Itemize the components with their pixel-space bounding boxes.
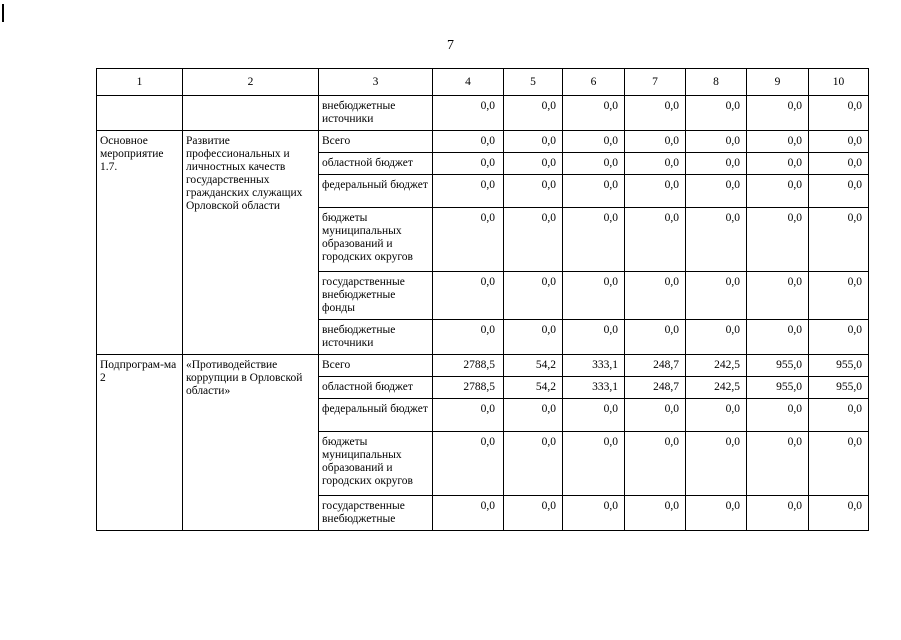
value-cell: 0,0 [686, 131, 747, 153]
value-cell: 0,0 [504, 153, 563, 175]
value-cell: 0,0 [504, 320, 563, 355]
value-cell: 0,0 [809, 208, 869, 272]
funding-source-cell: Всего [319, 355, 433, 377]
value-cell: 955,0 [809, 355, 869, 377]
value-cell: 0,0 [686, 96, 747, 131]
header-cell: 9 [747, 69, 809, 96]
table-row [97, 131, 869, 153]
value-cell: 0,0 [809, 175, 869, 208]
value-cell: 0,0 [433, 153, 504, 175]
value-cell: 0,0 [625, 496, 686, 531]
value-cell: 0,0 [504, 272, 563, 320]
value-cell: 0,0 [433, 131, 504, 153]
value-cell: 0,0 [563, 496, 625, 531]
header-cell: 1 [97, 69, 183, 96]
value-cell: 0,0 [504, 496, 563, 531]
value-cell: 0,0 [809, 320, 869, 355]
value-cell: 248,7 [625, 355, 686, 377]
activity-cell [97, 96, 183, 131]
value-cell: 54,2 [504, 377, 563, 399]
activity-cell: Основное мероприятие 1.7. [97, 131, 183, 355]
value-cell: 0,0 [433, 432, 504, 496]
header-cell: 6 [563, 69, 625, 96]
header-row [97, 69, 869, 96]
value-cell: 0,0 [686, 399, 747, 432]
value-cell: 242,5 [686, 377, 747, 399]
value-cell: 0,0 [625, 432, 686, 496]
funding-source-cell: федеральный бюджет [319, 399, 433, 432]
funding-source-cell: областной бюджет [319, 153, 433, 175]
value-cell: 955,0 [809, 377, 869, 399]
value-cell: 0,0 [686, 153, 747, 175]
value-cell: 0,0 [563, 399, 625, 432]
header-cell: 2 [183, 69, 319, 96]
value-cell: 0,0 [747, 272, 809, 320]
header-cell: 10 [809, 69, 869, 96]
page-number: 7 [447, 38, 454, 53]
value-cell: 0,0 [433, 272, 504, 320]
funding-source-cell: внебюджетные источники [319, 320, 433, 355]
value-cell: 0,0 [747, 432, 809, 496]
value-cell: 0,0 [625, 175, 686, 208]
value-cell: 0,0 [625, 399, 686, 432]
activity-name-cell [183, 96, 319, 131]
value-cell: 0,0 [504, 432, 563, 496]
margin-mark [2, 4, 4, 22]
budget-table [96, 68, 869, 531]
value-cell: 0,0 [625, 320, 686, 355]
value-cell: 0,0 [504, 175, 563, 208]
value-cell: 955,0 [747, 355, 809, 377]
table-row [97, 355, 869, 377]
header-cell: 3 [319, 69, 433, 96]
value-cell: 0,0 [504, 131, 563, 153]
header-cell: 8 [686, 69, 747, 96]
value-cell: 248,7 [625, 377, 686, 399]
header-cell: 7 [625, 69, 686, 96]
value-cell: 333,1 [563, 355, 625, 377]
value-cell: 0,0 [625, 96, 686, 131]
value-cell: 0,0 [686, 175, 747, 208]
value-cell: 0,0 [563, 320, 625, 355]
value-cell: 0,0 [433, 208, 504, 272]
value-cell: 0,0 [809, 96, 869, 131]
value-cell: 0,0 [504, 96, 563, 131]
value-cell: 0,0 [563, 272, 625, 320]
value-cell: 0,0 [809, 131, 869, 153]
value-cell: 0,0 [625, 208, 686, 272]
value-cell: 0,0 [747, 320, 809, 355]
value-cell: 0,0 [809, 399, 869, 432]
value-cell: 0,0 [563, 96, 625, 131]
activity-name-cell: Развитие профессиональных и личностных качеств государственных гражданских служащих Орловской области [183, 131, 319, 355]
activity-cell: Подпрограм-ма 2 [97, 355, 183, 531]
value-cell: 0,0 [686, 208, 747, 272]
value-cell: 0,0 [747, 208, 809, 272]
value-cell: 0,0 [433, 175, 504, 208]
value-cell: 0,0 [747, 399, 809, 432]
value-cell: 0,0 [809, 432, 869, 496]
value-cell: 0,0 [747, 153, 809, 175]
value-cell: 0,0 [747, 131, 809, 153]
value-cell: 955,0 [747, 377, 809, 399]
value-cell: 0,0 [563, 432, 625, 496]
funding-source-cell: государственные внебюджетные фонды [319, 272, 433, 320]
table-row [97, 96, 869, 131]
header-cell: 4 [433, 69, 504, 96]
value-cell: 0,0 [625, 131, 686, 153]
value-cell: 0,0 [686, 272, 747, 320]
funding-source-cell: бюджеты муниципальных образований и городских округов [319, 208, 433, 272]
value-cell: 0,0 [563, 175, 625, 208]
value-cell: 54,2 [504, 355, 563, 377]
value-cell: 0,0 [809, 496, 869, 531]
value-cell: 0,0 [563, 131, 625, 153]
value-cell: 0,0 [504, 399, 563, 432]
value-cell: 2788,5 [433, 355, 504, 377]
value-cell: 0,0 [433, 496, 504, 531]
value-cell: 0,0 [809, 153, 869, 175]
value-cell: 0,0 [504, 208, 563, 272]
header-cell: 5 [504, 69, 563, 96]
funding-source-cell: федеральный бюджет [319, 175, 433, 208]
value-cell: 0,0 [433, 320, 504, 355]
funding-source-cell: областной бюджет [319, 377, 433, 399]
activity-name-cell: «Противодействие коррупции в Орловской области» [183, 355, 319, 531]
funding-source-cell: бюджеты муниципальных образований и городских округов [319, 432, 433, 496]
funding-source-cell: Всего [319, 131, 433, 153]
value-cell: 0,0 [625, 272, 686, 320]
value-cell: 0,0 [686, 320, 747, 355]
value-cell: 0,0 [563, 153, 625, 175]
value-cell: 0,0 [563, 208, 625, 272]
value-cell: 0,0 [747, 96, 809, 131]
value-cell: 242,5 [686, 355, 747, 377]
value-cell: 0,0 [809, 272, 869, 320]
value-cell: 0,0 [433, 96, 504, 131]
funding-source-cell: государственные внебюджетные [319, 496, 433, 531]
value-cell: 0,0 [625, 153, 686, 175]
value-cell: 2788,5 [433, 377, 504, 399]
value-cell: 0,0 [686, 432, 747, 496]
value-cell: 333,1 [563, 377, 625, 399]
value-cell: 0,0 [747, 496, 809, 531]
value-cell: 0,0 [747, 175, 809, 208]
value-cell: 0,0 [433, 399, 504, 432]
funding-source-cell: внебюджетные источники [319, 96, 433, 131]
value-cell: 0,0 [686, 496, 747, 531]
